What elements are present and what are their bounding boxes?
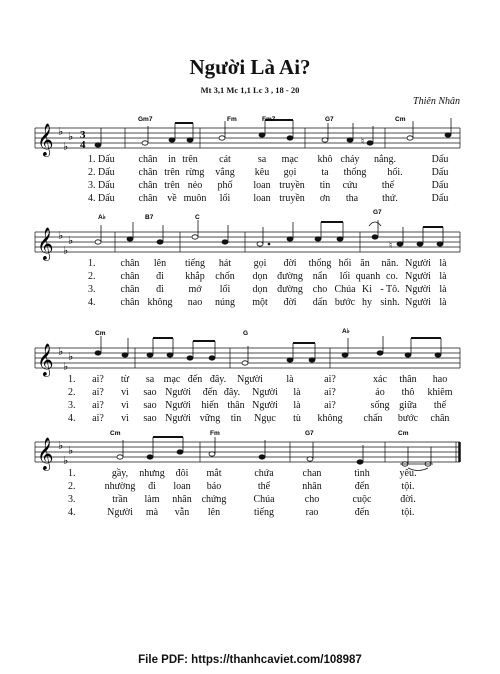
treble-clef-icon: 𝄞 xyxy=(37,437,54,470)
chord-label: Cm xyxy=(95,330,106,337)
svg-text:♭: ♭ xyxy=(58,229,64,242)
chord-label: Gm7 xyxy=(138,116,153,123)
chord-label: Cm xyxy=(398,430,409,437)
svg-text:♭: ♭ xyxy=(68,444,74,457)
chord-label: Cm xyxy=(395,116,406,123)
svg-text:♭: ♭ xyxy=(63,454,69,467)
staff-system-4 xyxy=(0,432,500,472)
lyric-verse-2: 2. Dấu chân trên rừng vắng kêu gọi ta thống hối. Dấu xyxy=(88,167,449,178)
lyric-verse-3: 3. Dấu chân trên nẻo phố loan truyền tin cứu thế Dấu xyxy=(88,180,449,191)
chord-label: A♭ xyxy=(98,214,106,221)
chord-label: Cm xyxy=(110,430,121,437)
time-signature-top: 3 xyxy=(80,129,86,141)
svg-text:♭: ♭ xyxy=(68,130,74,143)
lyric-verse-1: 1. gầy, nhưng đôi mắt chứa chan tình yêu. xyxy=(68,468,417,479)
composer-name: Thiên Nhân xyxy=(413,96,460,107)
fermata-icon xyxy=(369,222,381,226)
lyric-verse-2: 2. chân đi khắp chốn dọn đường nẩn lối quanh co. Người là xyxy=(88,271,447,282)
chord-label: Fm xyxy=(210,430,220,437)
chord-label: C xyxy=(195,214,200,221)
lyric-verse-4: 4. chân không nao núng một đời dấn bước hy sinh. Người là xyxy=(88,297,447,308)
svg-text:♭: ♭ xyxy=(63,360,69,373)
svg-text:♭: ♭ xyxy=(63,244,69,257)
lyric-verse-2: 2. nhường đi loan báo thế nhân đến tội. xyxy=(68,481,415,492)
chord-label: Fm7 xyxy=(262,116,276,123)
lyric-verse-3: 3. chân đi mở lối dọn đường cho Chúa Ki - Tô. Người là xyxy=(88,284,447,295)
lyric-verse-4: 4. Dấu chân về muôn lối loan truyền ơn tha thứ. Dấu xyxy=(88,193,449,204)
treble-clef-icon: 𝄞 xyxy=(37,123,54,156)
svg-text:♭: ♭ xyxy=(63,140,69,153)
svg-text:♮: ♮ xyxy=(389,241,393,251)
chord-label: G xyxy=(243,330,249,337)
staff-system-2 xyxy=(0,209,500,262)
pdf-link[interactable]: File PDF: https://thanhcaviet.com/108987 xyxy=(138,654,362,666)
svg-text:♭: ♭ xyxy=(58,345,64,358)
staff-system-1 xyxy=(0,118,500,158)
lyric-verse-1: 1. Dấu chân in trên cát sa mạc khô cháy nắng. Dấu xyxy=(88,154,449,165)
lyric-verse-1: 1. chân lên tiếng hát gọi đời thống hối ăn năn. Người là xyxy=(88,258,447,269)
svg-text:♮: ♮ xyxy=(361,137,365,147)
svg-text:♭: ♭ xyxy=(68,350,74,363)
svg-text:♭: ♭ xyxy=(58,439,64,452)
svg-text:♭: ♭ xyxy=(58,125,64,138)
chord-label: B7 xyxy=(145,214,154,221)
lyric-verse-2: 2. ai? vì sao Người đến đây. Người là ai? áo thô khiêm xyxy=(68,387,453,398)
chord-label: G7 xyxy=(325,116,334,123)
lyric-verse-4: 4. Người mà vẫn lên tiếng rao đến tội. xyxy=(68,507,415,518)
chord-label: A♭ xyxy=(342,328,350,335)
lyric-verse-3: 3. trần làm nhân chứng Chúa cho cuộc đời. xyxy=(68,494,416,505)
song-title: Người Là Ai? xyxy=(189,55,311,79)
lyric-verse-4: 4. ai? vì sao Người vững tin Ngục tù không chấn bước chân xyxy=(68,413,450,424)
time-signature-bottom: 4 xyxy=(80,139,86,151)
chord-label: Fm xyxy=(227,116,237,123)
chord-label: G7 xyxy=(305,430,314,437)
treble-clef-icon: 𝄞 xyxy=(37,227,54,260)
chord-label: G7 xyxy=(373,209,382,216)
staff-system-3 xyxy=(0,328,500,378)
lyric-verse-1: 1. ai? từ sa mạc đến đây. Người là ai? xác thân hao xyxy=(68,374,448,385)
scripture-reference: Mt 3,1 Mc 1,1 Lc 3 , 18 - 20 xyxy=(200,85,300,95)
treble-clef-icon: 𝄞 xyxy=(37,343,54,376)
lyric-verse-3: 3. ai? vì sao Người hiến thân Người là ai? sống giữa thế xyxy=(68,400,447,411)
svg-text:♭: ♭ xyxy=(68,234,74,247)
